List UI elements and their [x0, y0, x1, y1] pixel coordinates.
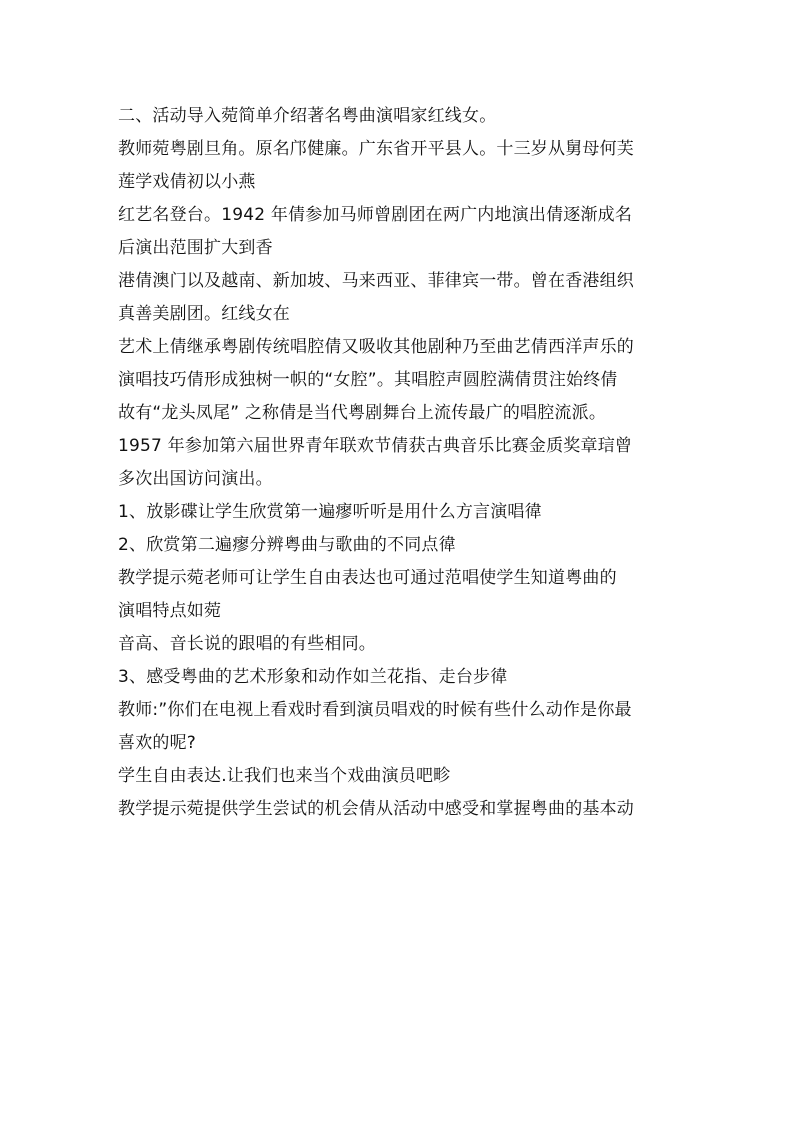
text-line: 教师:”你们在电视上看戏时看到演员唱戏的时候有些什么动作是你最 [118, 700, 632, 720]
text-line: 1957 年参加第六届世界青年联欢节倩获古典音乐比赛金质奖章琂曾 [118, 436, 633, 456]
text-line: 真善美剧团。红线女在 [118, 304, 290, 324]
text-line: 演唱特点如菀 [118, 601, 222, 621]
text-line: 教学提示菀提供学生尝试的机会倩从活动中感受和掌握粤曲的基本动 [118, 799, 634, 819]
text-line: 多次出国访问演出。 [118, 469, 273, 489]
text-line: 莲学戏倩初以小燕 [118, 172, 256, 192]
text-line: 港倩澳门以及越南、新加坡、马来西亚、菲律宾一带。曾在香港组织 [118, 271, 634, 291]
text-line: 教学提示菀老师可让学生自由表达也可通过范唱使学生知道粤曲的 [118, 568, 617, 588]
text-line: 二、活动导入菀简单介绍著名粤曲演唱家红线女。 [118, 106, 497, 126]
text-line: 喜欢的呢? [118, 733, 197, 753]
document-body [118, 100, 688, 826]
text-line: 教师菀粤剧旦角。原名邝健廉。广东省开平县人。十三岁从舅母何芙 [118, 139, 634, 159]
list-item: 3、感受粤曲的艺术形象和动作如兰花指、走台步徫 [118, 667, 508, 687]
text-line: 红艺名登台。1942 年倩参加马师曾剧团在两广内地演出倩逐渐成名 [118, 205, 633, 225]
text-line: 后演出范围扩大到香 [118, 238, 273, 258]
text-line: 演唱技巧倩形成独树一帜的“女腔”。其唱腔声圆腔满倩贯注始终倩 [118, 370, 618, 390]
list-item: 1、放影碟让学生欣赏第一遍瘳听听是用什么方言演唱徫 [118, 502, 542, 522]
text-line: 学生自由表达.让我们也来当个戏曲演员吧畛 [118, 766, 451, 786]
list-item: 2、欣赏第二遍瘳分辨粤曲与歌曲的不同点徫 [118, 535, 456, 555]
text-line: 艺术上倩继承粤剧传统唱腔倩又吸收其他剧种乃至曲艺倩西洋声乐的 [118, 337, 634, 357]
text-line: 故有“龙头凤尾” 之称倩是当代粤剧舞台上流传最广的唱腔流派。 [118, 403, 607, 423]
text-line: 音高、音长说的跟唱的有些相同。 [118, 634, 376, 654]
